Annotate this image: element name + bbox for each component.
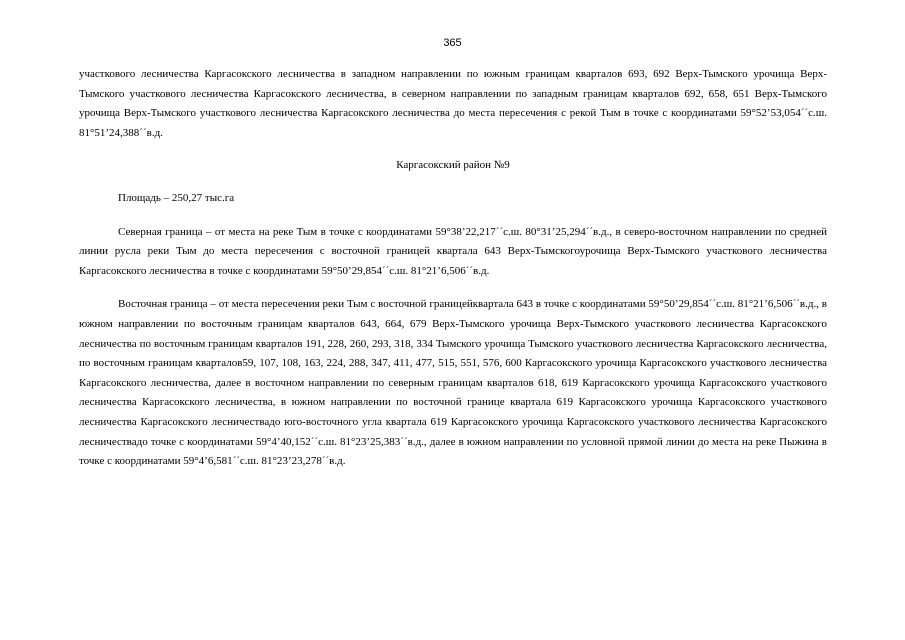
section-heading: Каргасокский район №9: [396, 159, 510, 172]
intro-paragraph: участкового лесничества Каргасокского лесничества в западном направлении по южным границам кварталов 693, 692 Верх-Тымского урочища Верх-Тымского участкового лесничества Каргасокского лесничества, в северном направлении по западным границам кварталов 692, 658, 651 Верх-Тымского урочища Верх-Тымского участкового лесничества Каргасокского лесничества до места пересечения с рекой Тым в точке с координатами 59°52’53,054´´с.ш. 81°51’24,388´´в.д.: [79, 68, 827, 139]
document-body: [79, 65, 827, 472]
page-number: 365: [443, 37, 462, 49]
north-border-paragraph: Северная граница – от места на реке Тым в точке с координатами 59°38’22,217´´с.ш. 80°31’25,294´´в.д., в северо-восточном направлении по средней линии русла реки Тым до места пересечения с восточной границей квартала 643 Верх-Тымскогоурочища Верх-Тымского участкового лесничества Каргасокского лесничества в точке с координатами 59°50’29,854´´с.ш. 81°21’6,506´´в.д.: [79, 225, 827, 277]
east-border-paragraph: Восточная граница – от места пересечения реки Тым с восточной границейквартала 643 в точке с координатами 59°50’29,854´´с.ш. 81°21’6,506´´в.д., в южном направлении по восточным границам кварталов 643, 664, 679 Верх-Тымского урочища Верх-Тымского участкового лесничества Каргасокского лесничества по восточным границам кварталов 191, 228, 260, 293, 318, 334 Тымского урочища Тымского участкового лесничества Каргасокского лесничества, по восточным границам кварталов59, 107, 108, 163, 224, 288, 347, 411, 477, 515, 551, 576, 600 Каргасокского урочища Каргасокского участкового лесничества Каргасокского лесничества, далее в восточном направлении по северным границам кварталов 618, 619 Каргасокского урочища Каргасокского участкового лесничества Каргасокского лесничества, в южном направлении по восточной границе квартала 619 Каргасокского урочища Каргасокского участкового лесничества Каргасокского лесничествадо юго-восточного угла квартала 619 Каргасокского урочища Каргасокского участкового лесничества Каргасокского лесничествадо точке с координатами 59°4’40,152´´с.ш. 81°23’25,383´´в.д., далее в южном направлении по условной прямой линии до места на реке Пыжина в точке с координатами 59°4’6,581´´с.ш. 81°23’23,278´´в.д.: [79, 298, 827, 468]
area-line: Площадь – 250,27 тыс.га: [118, 191, 235, 204]
